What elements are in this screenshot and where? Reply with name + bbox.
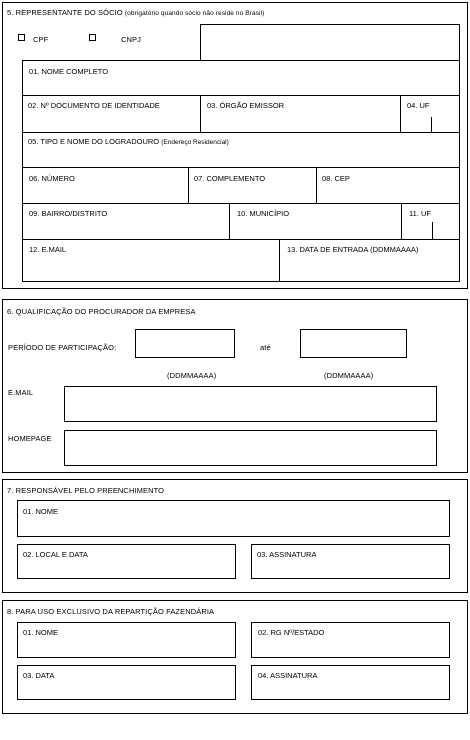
responsavel-assinatura-label: 03. ASSINATURA: [257, 550, 317, 559]
reparticao-assinatura-field[interactable]: [251, 665, 450, 700]
cnpj-checkbox[interactable]: [89, 34, 96, 41]
field-complemento-label: 07. COMPLEMENTO: [194, 174, 266, 183]
cpf-checkbox[interactable]: [18, 34, 25, 41]
field-municipio-label: 10. MUNICÍPIO: [237, 209, 290, 218]
field-documento-identidade[interactable]: [22, 95, 201, 133]
field-nome-completo[interactable]: [22, 60, 460, 96]
responsavel-local-data-field[interactable]: [17, 544, 236, 579]
reparticao-nome-field[interactable]: [17, 622, 236, 658]
field-uf-11-label: 11. UF: [409, 209, 431, 218]
field-cep-label: 08. CEP: [322, 174, 350, 183]
reparticao-assinatura-label: 04. ASSINATURA: [258, 671, 318, 680]
field-cep[interactable]: [316, 167, 460, 204]
field-uf-11[interactable]: [401, 203, 460, 240]
cnpj-label: CNPJ: [121, 35, 141, 44]
date-format-hint-2: (DDMMAAAA): [324, 371, 374, 380]
procurador-email-field[interactable]: [64, 386, 437, 422]
uf-04-divider: [431, 117, 432, 133]
reparticao-rg-estado-label: 02. RG Nº/ESTADO: [258, 628, 325, 637]
field-municipio[interactable]: [229, 203, 402, 240]
section-5-title-note: (obrigatório quando sócio não reside no Brasil): [124, 10, 265, 17]
section-7-responsavel: [2, 479, 468, 593]
responsavel-nome-field[interactable]: [17, 500, 450, 537]
periodo-fim-field[interactable]: [300, 329, 407, 358]
ate-label: até: [260, 343, 271, 352]
field-email[interactable]: [22, 239, 280, 282]
field-data-entrada-label: 13. DATA DE ENTRADA (DDMMAAAA): [287, 245, 419, 254]
field-numero[interactable]: [22, 167, 189, 204]
field-orgao-emissor-label: 03. ÓRGÃO EMISSOR: [207, 101, 285, 110]
cpf-cnpj-number-field[interactable]: [200, 24, 460, 61]
section-5-representante: [2, 2, 468, 289]
responsavel-local-data-label: 02. LOCAL E DATA: [23, 550, 88, 559]
field-email-label: 12. E.MAIL: [29, 245, 67, 254]
field-logradouro-label: 05. TIPO E NOME DO LOGRADOURO (Endereço Residencial): [28, 137, 229, 146]
periodo-participacao-label: PERÍODO DE PARTICIPAÇÃO:: [8, 343, 117, 352]
email-label: E.MAIL: [8, 388, 34, 397]
section-8-title: 8. PARA USO EXCLUSIVO DA REPARTIÇÃO FAZENDÁRIA: [7, 607, 215, 616]
reparticao-data-label: 03. DATA: [23, 671, 55, 680]
field-orgao-emissor[interactable]: [200, 95, 401, 133]
field-uf-04-label: 04. UF: [407, 101, 430, 110]
section-7-title: 7. RESPONSÁVEL PELO PREENCHIMENTO: [7, 486, 165, 495]
field-uf-04[interactable]: [400, 95, 460, 133]
field-logradouro[interactable]: [22, 132, 460, 168]
procurador-homepage-field[interactable]: [64, 430, 437, 466]
reparticao-data-field[interactable]: [17, 665, 236, 700]
cpf-label: CPF: [33, 35, 49, 44]
field-numero-label: 06. NÚMERO: [29, 174, 75, 183]
responsavel-assinatura-field[interactable]: [251, 544, 450, 579]
responsavel-nome-label: 01. NOME: [23, 507, 59, 516]
date-format-hint-1: (DDMMAAAA): [167, 371, 217, 380]
section-8-reparticao: [2, 600, 468, 714]
field-nome-completo-label: 01. NOME COMPLETO: [29, 67, 109, 76]
section-6-title: 6. QUALIFICAÇÃO DO PROCURADOR DA EMPRESA: [7, 307, 196, 316]
reparticao-rg-estado-field[interactable]: [251, 622, 450, 658]
periodo-inicio-field[interactable]: [135, 329, 235, 358]
field-data-entrada[interactable]: [279, 239, 460, 282]
field-documento-identidade-label: 02. Nº DOCUMENTO DE IDENTIDADE: [28, 101, 160, 110]
uf-11-divider: [432, 222, 433, 240]
reparticao-nome-label: 01. NOME: [23, 628, 59, 637]
field-complemento[interactable]: [188, 167, 317, 204]
homepage-label: HOMEPAGE: [8, 434, 52, 443]
section-5-title: 5. REPRESENTANTE DO SÓCIO (obrigatório quando sócio não reside no Brasil): [7, 8, 265, 17]
field-bairro-distrito-label: 09. BAIRRO/DISTRITO: [29, 209, 108, 218]
field-bairro-distrito[interactable]: [22, 203, 230, 240]
section-6-procurador: [2, 299, 468, 473]
